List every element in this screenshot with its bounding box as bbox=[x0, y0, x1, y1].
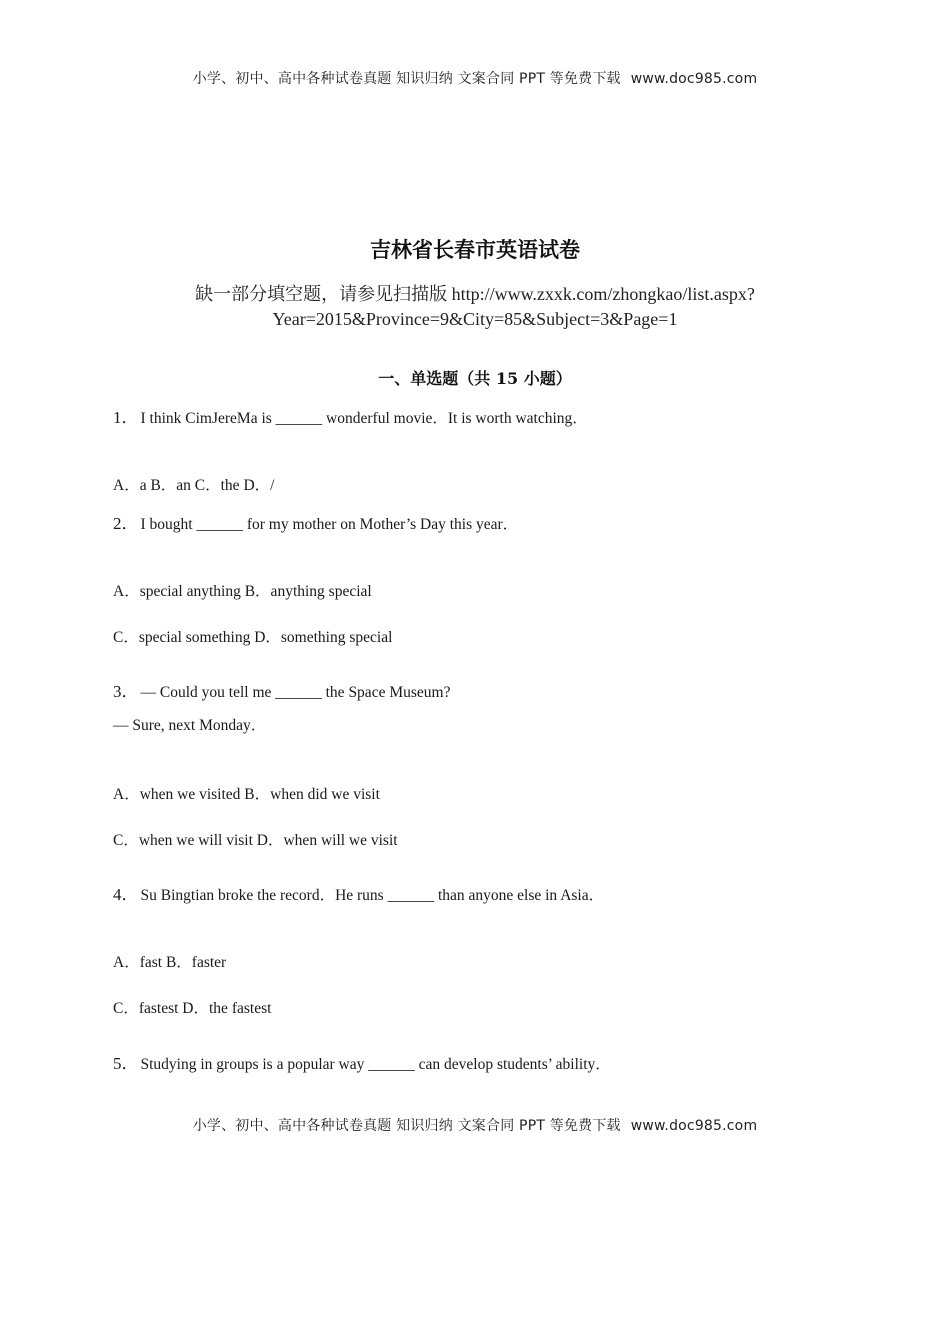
question-3-options-cd: C．when we will visit D．when will we visit bbox=[113, 832, 398, 849]
question-3-options-ab: A．when we visited B．when did we visit bbox=[113, 786, 380, 803]
note-line-1: 缺一部分填空题，请参见扫描版 http://www.zxxk.com/zhongkao/list.aspx? bbox=[195, 284, 755, 304]
question-2-options-cd: C．special something D．something special bbox=[113, 629, 393, 646]
header-site[interactable]: www.doc985.com bbox=[630, 71, 758, 87]
note-line-2: Year=2015&Province=9&City=85&Subject=3&Page=1 bbox=[272, 309, 678, 329]
question-4-options-ab: A．fast B．faster bbox=[113, 954, 227, 971]
question-1 bbox=[113, 403, 588, 428]
question-number: 5． bbox=[113, 1054, 139, 1073]
question-3-reply: — Sure, next Monday． bbox=[113, 717, 267, 734]
page-footer bbox=[0, 1115, 950, 1135]
question-number: 4． bbox=[113, 885, 139, 904]
footer-text: 小学、初中、高中各种试卷真题 知识归纳 文案合同 PPT 等免费下载 bbox=[192, 1118, 621, 1134]
question-text: I bought ______ for my mother on Mother’s Day this year． bbox=[140, 516, 519, 533]
section-title: 一、单选题（共 15 小题） bbox=[378, 369, 572, 388]
document-title: 吉林省长春市英语试卷 bbox=[370, 237, 580, 262]
question-number: 3． bbox=[113, 682, 139, 701]
question-1-options: A．a B．an C．the D．/ bbox=[113, 477, 275, 494]
page-header bbox=[0, 68, 950, 88]
question-text: I think CimJereMa is ______ wonderful movie．It is worth watching． bbox=[140, 410, 588, 427]
header-text: 小学、初中、高中各种试卷真题 知识归纳 文案合同 PPT 等免费下载 bbox=[192, 71, 621, 87]
question-number: 2． bbox=[113, 514, 139, 533]
question-5 bbox=[113, 1049, 611, 1074]
question-text: Studying in groups is a popular way ______ can develop students’ ability． bbox=[140, 1056, 611, 1073]
question-text: Su Bingtian broke the record．He runs ______ than anyone else in Asia． bbox=[140, 887, 605, 904]
question-text: — Could you tell me ______ the Space Museum? bbox=[140, 684, 451, 701]
question-2 bbox=[113, 509, 518, 534]
question-number: 1． bbox=[113, 408, 139, 427]
question-4-options-cd: C．fastest D．the fastest bbox=[113, 1000, 272, 1017]
footer-site[interactable]: www.doc985.com bbox=[630, 1118, 758, 1134]
question-2-options-ab: A．special anything B．anything special bbox=[113, 583, 372, 600]
question-4 bbox=[113, 880, 604, 905]
question-3 bbox=[113, 677, 450, 702]
